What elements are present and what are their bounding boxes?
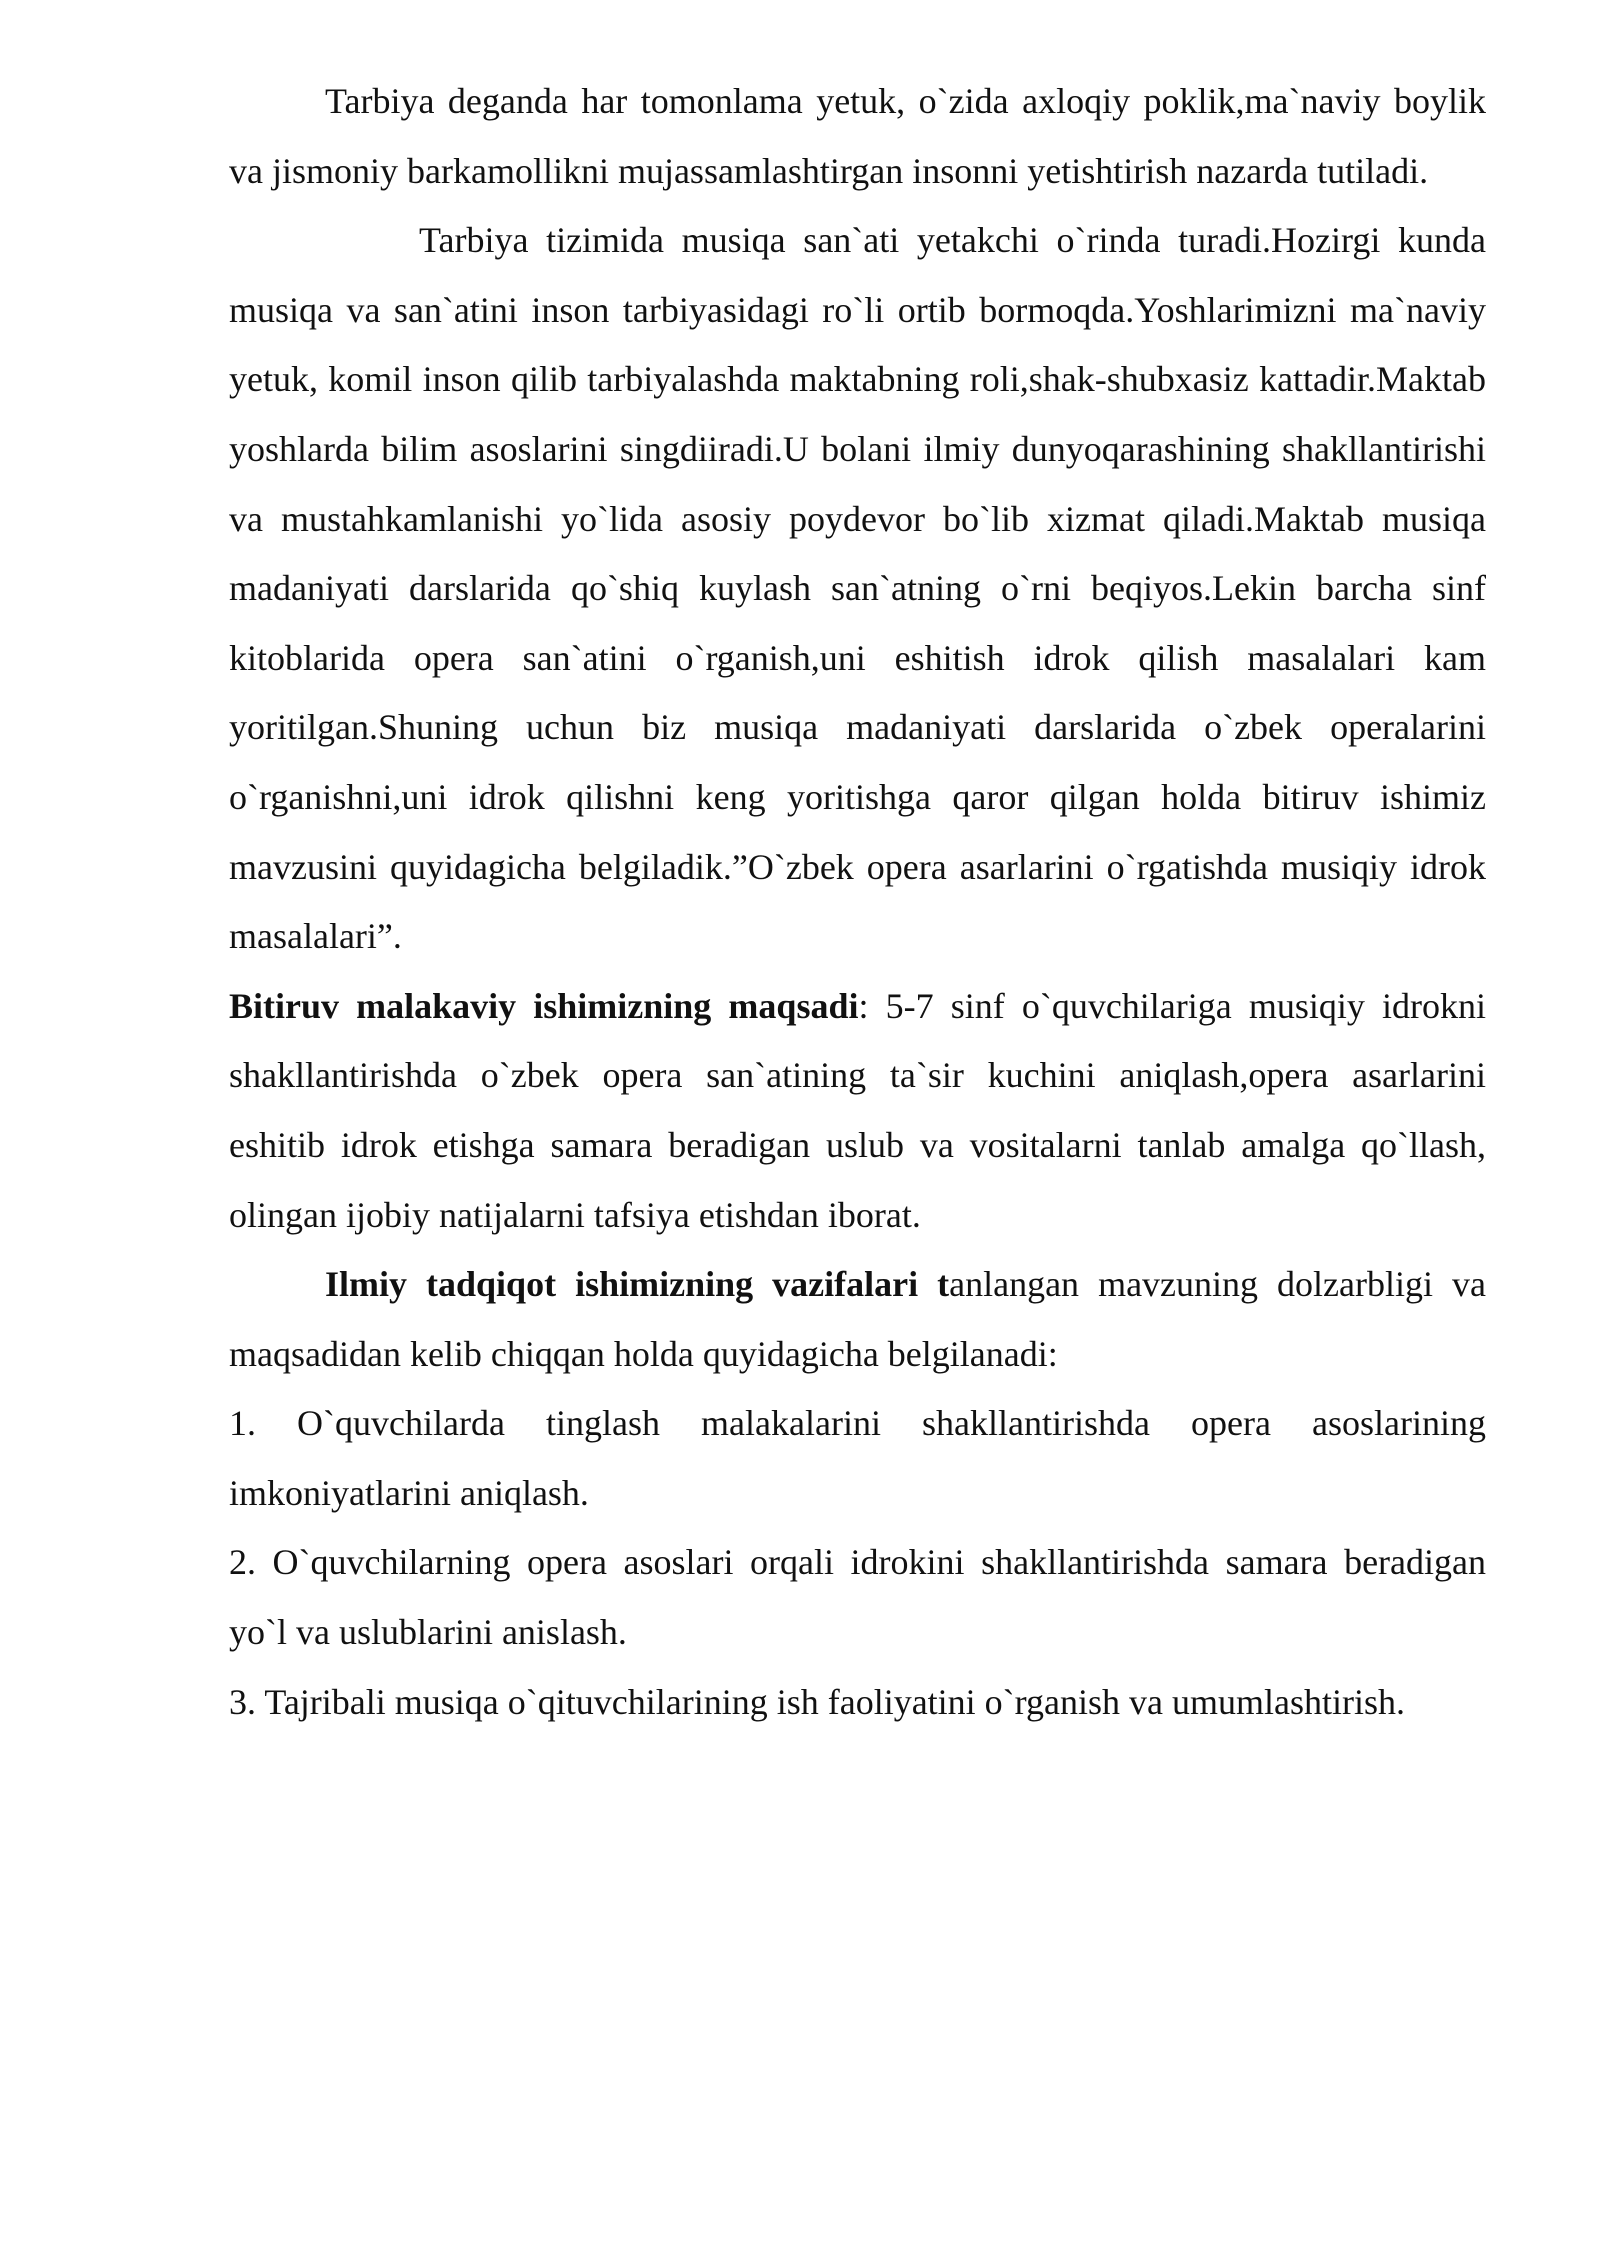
document-body bbox=[229, 67, 1486, 1737]
list-item: 1. O`quvchilarda tinglash malakalarini shakllantirishda opera asoslarining imkoniyatlarini aniqlash. bbox=[229, 1403, 1486, 1513]
paragraph-intro: Tarbiya deganda har tomonlama yetuk, o`zida axloqiy poklik,ma`naviy boylik va jismoniy barkamollikni mujassamlashtirgan insonni yetishtirish nazarda tutiladi. bbox=[229, 81, 1486, 191]
list-item: 2. O`quvchilarning opera asoslari orqali idrokini shakllantirishda samara beradigan yo`l va uslublarini anislash. bbox=[229, 1542, 1486, 1653]
paragraph-goal bbox=[229, 972, 1486, 1250]
list-item: 3. Tajribali musiqa o`qituvchilarining ish faoliyatini o`rganish va umumlashtirish. bbox=[229, 1681, 1405, 1722]
goal-label: Bitiruv malakaviy ishimizning maqsadi bbox=[229, 985, 859, 1026]
tasks-text: anlangan mavzuning dolzarbligi va maqsadidan kelib chiqqan holda quyidagicha belgilanadi: bbox=[229, 1264, 1486, 1374]
paragraph-music-education: Tarbiya tizimida musiqa san`ati yetakchi o`rinda turadi.Hozirgi kunda musiqa va san`atini inson tarbiyasidagi ro`li ortib bormoqda.Yoshlarimizni ma`naviy yetuk, komil inson qilib tarbiyalashda maktabning roli,shak-shubxasiz kattadir.Maktab yoshlarda bilim asoslarini singdiiradi.U bolani ilmiy dunyoqarashining shakllantirishi va mustahkamlanishi yo`lida asosiy poydevor bo`lib xizmat qiladi.Maktab musiqa madaniyati darslarida qo`shiq kuylash san`atning o`rni beqiyos.Lekin barcha sinf kitoblarida opera san`atini o`rganish,uni eshitish idrok qilish masalalari kam yoritilgan.Shuning uchun biz musiqa madaniyati darslarida o`zbek operalarini o`rganishni,uni idrok qilishni keng yoritishga qaror qilgan holda bitiruv ishimiz mavzusini quyidagicha belgiladik.”O`zbek opera asarlarini o`rgatishda musiqiy idrok masalalari”. bbox=[229, 220, 1486, 957]
goal-text: : 5-7 sinf o`quvchilariga musiqiy idrokni shakllantirishda o`zbek opera san`atining ta`sir kuchini aniqlash,opera asarlarini eshitib idrok etishga samara beradigan uslub va vositalarni tanlab amalga qo`llash, olingan ijobiy natijalarni tafsiya etishdan iborat. bbox=[229, 985, 1487, 1235]
tasks-label: Ilmiy tadqiqot ishimizning vazifalari t bbox=[325, 1264, 950, 1305]
paragraph-tasks bbox=[229, 1250, 1486, 1389]
